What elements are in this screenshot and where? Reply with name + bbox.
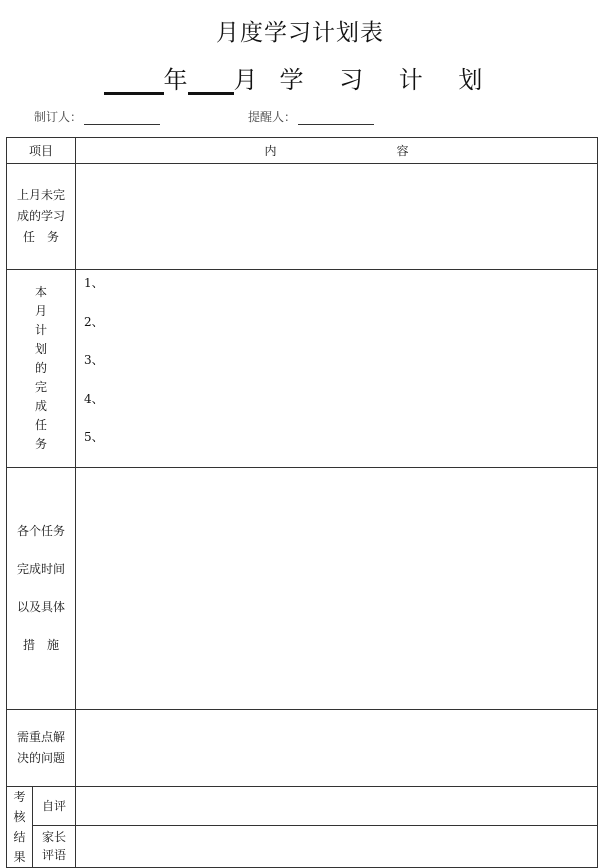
page-title: 月度学习计划表 — [216, 20, 384, 46]
content-header-char-2: 容 — [396, 144, 409, 158]
assessment-label: 考 核 结 果 — [7, 786, 33, 867]
year-label: 年 — [163, 66, 188, 94]
reminder-label: 提醒人： — [248, 110, 297, 124]
key-problems-cell[interactable] — [76, 709, 598, 786]
self-eval-label: 自评 — [33, 786, 76, 825]
time-measures-label: 各个任务 完成时间 以及具体 措 施 — [7, 467, 76, 709]
year-blank[interactable] — [104, 66, 164, 95]
unfinished-tasks-cell[interactable] — [76, 164, 598, 270]
table-row — [7, 825, 598, 867]
maker-input-line[interactable] — [84, 112, 160, 125]
table-row — [7, 164, 598, 270]
task-item-4: 4、 — [84, 391, 104, 406]
table-row — [7, 270, 598, 468]
plan-table — [6, 137, 598, 868]
monthly-tasks-cell[interactable] — [76, 270, 598, 468]
table-row — [7, 709, 598, 786]
table-header-row — [7, 138, 598, 164]
month-label: 月 — [233, 66, 258, 94]
task-item-2: 2、 — [84, 314, 104, 329]
task-item-1: 1、 — [84, 276, 104, 290]
item-column-header: 项目 — [7, 138, 76, 164]
monthly-tasks-label: 本 月 计 划 的 完 成 任 务 — [7, 270, 76, 468]
content-header-char-1: 内 — [264, 144, 277, 158]
task-item-3: 3、 — [84, 353, 104, 367]
month-blank[interactable] — [188, 66, 234, 95]
plan-label: 学 习 计 划 — [279, 66, 497, 94]
parent-eval-cell[interactable] — [76, 825, 598, 867]
task-item-5: 5、 — [84, 430, 104, 444]
table-row — [7, 467, 598, 709]
unfinished-tasks-label: 上月未完 成的学习 任 务 — [7, 164, 76, 270]
time-measures-cell[interactable] — [76, 467, 598, 709]
plan-heading — [0, 60, 600, 95]
parent-eval-label: 家长 评语 — [33, 825, 76, 867]
reminder-input-line[interactable] — [298, 112, 374, 125]
maker-label: 制订人： — [34, 110, 83, 124]
maker-field — [34, 108, 160, 125]
self-eval-cell[interactable] — [76, 786, 598, 825]
key-problems-label: 需重点解 决的问题 — [7, 709, 76, 786]
reminder-field — [248, 108, 374, 125]
content-column-header — [76, 138, 598, 164]
table-row — [7, 786, 598, 825]
